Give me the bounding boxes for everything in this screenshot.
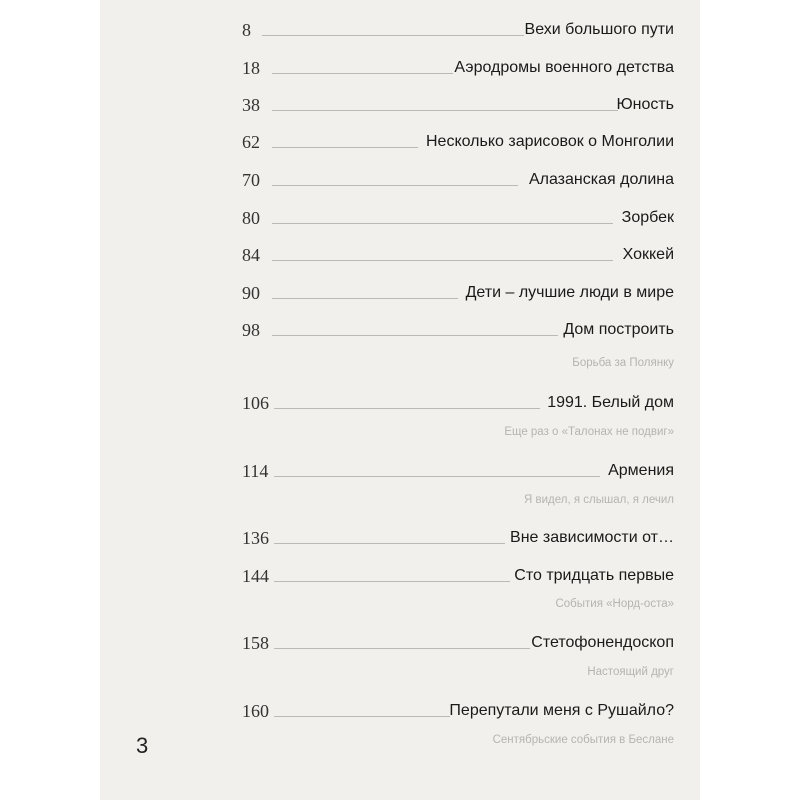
toc-entry[interactable]: [242, 524, 674, 548]
entry-title: Вехи большого пути: [524, 21, 674, 38]
entry-title: Дом построить: [563, 321, 674, 338]
entry-title: Алазанская долина: [528, 171, 674, 188]
toc-entry[interactable]: [242, 166, 674, 190]
entry-subtitle: События «Норд-оста»: [555, 598, 674, 610]
entry-title: Стетофонендоскоп: [531, 634, 674, 651]
toc-entry[interactable]: [242, 389, 674, 413]
entry-title: Дети – лучшие люди в мире: [465, 284, 674, 301]
dotted-leader: [272, 147, 418, 148]
dotted-leader: [272, 298, 458, 299]
dotted-leader: [272, 335, 558, 336]
toc-entry[interactable]: [242, 279, 674, 303]
toc-entry[interactable]: [242, 128, 674, 152]
dotted-leader: [272, 73, 453, 74]
entry-page-number: 158: [242, 633, 269, 653]
entry-title: Перепутали меня с Рушайло?: [449, 702, 674, 719]
entry-subtitle: Борьба за Полянку: [572, 357, 674, 369]
entry-subtitle: Еще раз о «Талонах не подвиг»: [504, 426, 674, 438]
entry-subtitle: Сентябрьские события в Беслане: [492, 734, 674, 746]
dotted-leader: [272, 260, 613, 261]
entry-title: Юность: [616, 96, 674, 113]
entry-title: Несколько зарисовок о Монголии: [425, 133, 674, 150]
toc-entry[interactable]: [242, 457, 674, 481]
dotted-leader: [274, 476, 600, 477]
entry-page-number: 106: [242, 393, 269, 413]
dotted-leader: [272, 223, 613, 224]
toc-entry[interactable]: [242, 562, 674, 586]
toc-entry[interactable]: [242, 697, 674, 721]
entry-title: Вне зависимости от…: [510, 529, 674, 546]
entry-title: Армения: [608, 462, 674, 479]
entry-page-number: 160: [242, 701, 269, 721]
dotted-leader: [272, 110, 618, 111]
dotted-leader: [274, 648, 530, 649]
entry-page-number: 114: [242, 461, 269, 481]
entry-page-number: 38: [242, 95, 260, 115]
toc-entry[interactable]: [242, 204, 674, 228]
entry-page-number: 70: [242, 170, 260, 190]
toc-entry[interactable]: [242, 629, 674, 653]
entry-page-number: 90: [242, 283, 260, 303]
dotted-leader: [262, 35, 524, 36]
toc-entry[interactable]: [242, 16, 674, 40]
dotted-leader: [274, 716, 450, 717]
entry-page-number: 136: [242, 528, 269, 548]
toc-entry[interactable]: [242, 91, 674, 115]
entry-page-number: 62: [242, 132, 260, 152]
entry-title: Аэродромы военного детства: [454, 59, 674, 76]
entry-title: 1991. Белый дом: [547, 394, 674, 411]
dotted-leader: [272, 185, 518, 186]
toc-entry[interactable]: [242, 316, 674, 340]
dotted-leader: [274, 543, 505, 544]
entry-page-number: 80: [242, 208, 260, 228]
entry-subtitle: Я видел, я слышал, я лечил: [524, 494, 674, 506]
entry-page-number: 8: [242, 20, 251, 40]
entry-title: Сто тридцать первые: [514, 567, 674, 584]
dotted-leader: [274, 581, 510, 582]
entry-title: Хоккей: [622, 246, 674, 263]
entry-page-number: 18: [242, 58, 260, 78]
dotted-leader: [274, 408, 540, 409]
page-number: 3: [136, 733, 149, 758]
entry-page-number: 84: [242, 245, 260, 265]
toc-entry[interactable]: [242, 54, 674, 78]
entry-page-number: 144: [242, 566, 269, 586]
entry-subtitle: Настоящий друг: [587, 666, 674, 678]
entry-page-number: 98: [242, 320, 260, 340]
entry-title: Зорбек: [621, 209, 674, 226]
toc-entry[interactable]: [242, 241, 674, 265]
